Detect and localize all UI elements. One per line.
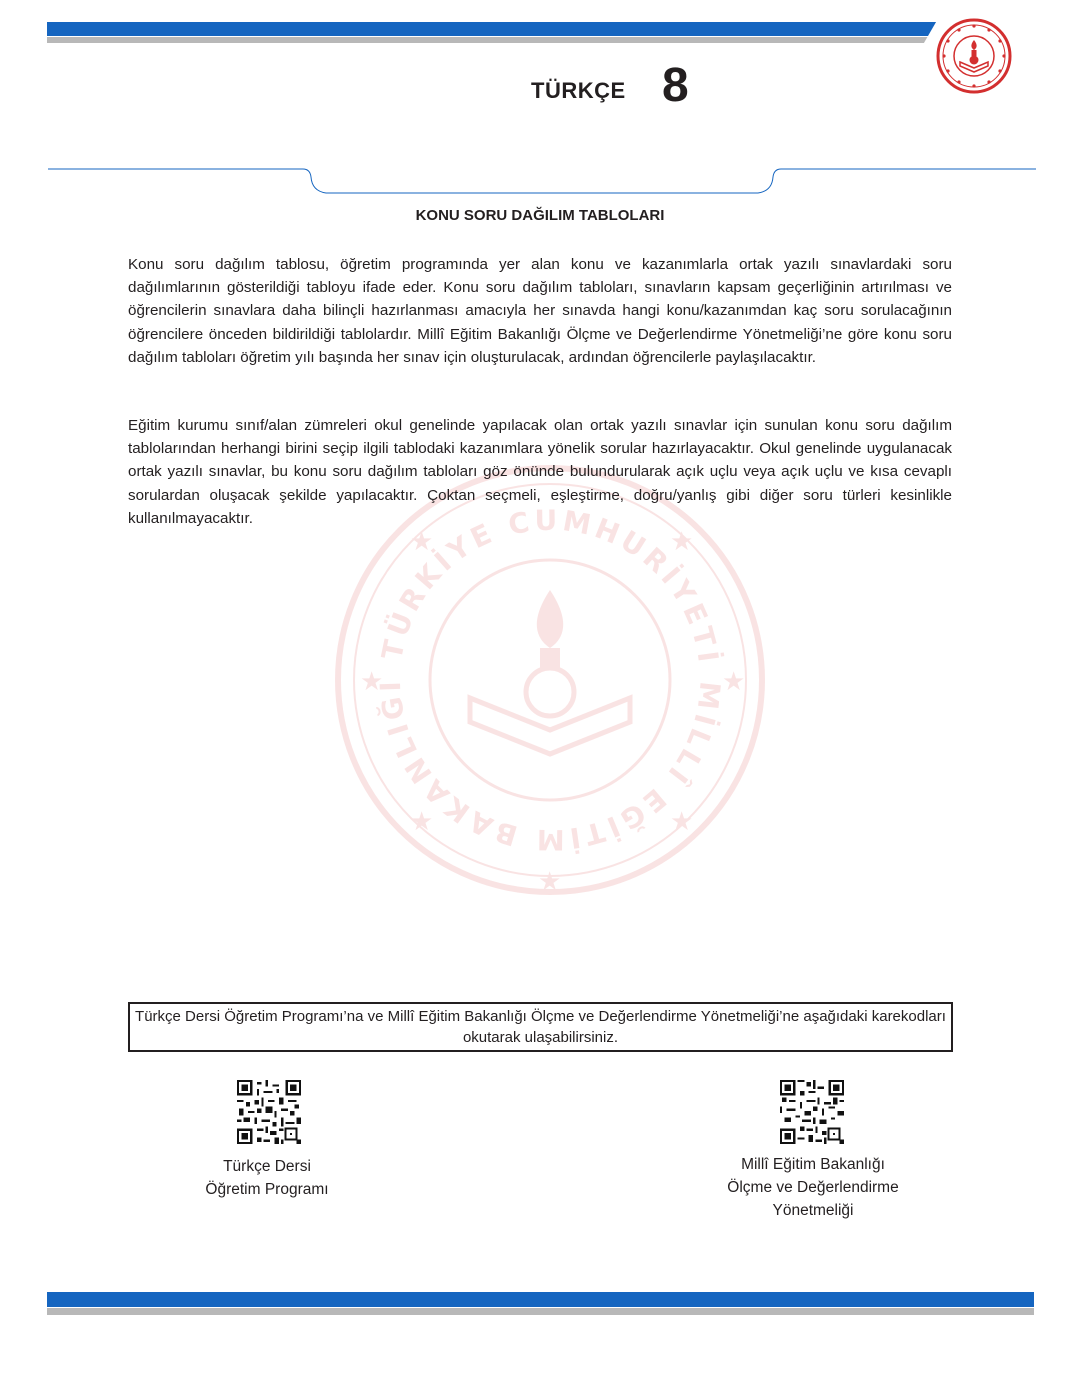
svg-text:★: ★ bbox=[670, 527, 694, 557]
caption-line: Türkçe Dersi bbox=[223, 1158, 311, 1175]
subject-title: TÜRKÇE bbox=[531, 78, 626, 103]
svg-text:★: ★ bbox=[670, 807, 694, 837]
svg-text:★: ★ bbox=[538, 867, 562, 897]
qr-note-box: Türkçe Dersi Öğretim Programı’na ve Millî Eğitim Bakanlığı Ölçme ve Değerlendirme Yönetmeliği’ne aşağıdaki karekodları okutarak ulaşabilirsiniz. bbox=[128, 1002, 953, 1052]
top-gray-bar bbox=[47, 37, 937, 43]
caption-line: Millî Eğitim Bakanlığı bbox=[741, 1156, 885, 1173]
svg-text:★: ★ bbox=[722, 667, 746, 697]
paragraph-intro: Konu soru dağılım tablosu, öğretim programında yer alan konu ve kazanımlarla ortak yazılı sınavlardaki soru dağılımlarının gösterildiği tabloyu ifade eder. Konu soru dağılım tabloları, sınavların kapsam geçerliğinin artırılması ve öğrencilerin sınavlara daha bilinçli hazırlanması amacıyla her sınavda hangi konu/kazanımdan kaç soru sorulacağının öğrencilere önceden bildirildiği tablolardır. Millî Eğitim Bakanlığı Ölçme ve Değerlendirme Yönetmeliği’ne göre konu soru dağılım tabloları öğretim yılı başında her sınav için oluşturulacak, ardından öğrencilerle paylaşılacaktır. bbox=[128, 256, 952, 366]
caption-line: Ölçme ve Değerlendirme bbox=[727, 1179, 899, 1196]
top-accent-bar bbox=[47, 22, 944, 36]
grade-number: 8 bbox=[662, 59, 689, 112]
qr-caption-regulation bbox=[683, 1153, 943, 1222]
bottom-accent-bar bbox=[47, 1292, 1034, 1307]
qr-code-icon[interactable] bbox=[237, 1080, 301, 1144]
meb-seal-icon bbox=[936, 18, 1012, 94]
qr-code-icon[interactable] bbox=[780, 1080, 844, 1144]
svg-text:★: ★ bbox=[360, 667, 384, 697]
bottom-gray-bar bbox=[47, 1308, 1034, 1315]
watermark-ring-text: TÜRKİYE CUMHURİYETİ MİLLÎ EĞİTİM BAKANLIĞI bbox=[373, 503, 727, 857]
header-divider bbox=[48, 165, 1036, 197]
caption-line: Öğretim Programı bbox=[205, 1181, 329, 1198]
svg-text:★: ★ bbox=[410, 807, 434, 837]
caption-line: Yönetmeliği bbox=[772, 1202, 854, 1219]
paragraph-details: Eğitim kurumu sınıf/alan zümreleri okul genelinde yapılacak olan ortak yazılı sınavlar için sunulan konu soru dağılım tablolarından herhangi birini seçip ilgili tablodaki kazanımlara yönelik sorular hazırlayacaktır. Okul genelinde uygulanacak ortak yazılı sınavlar, bu konu soru dağılım tabloları göz önünde bulundurularak açık uçlu veya açık uçlu ve kısa cevaplı sorulardan oluşacak şekilde yapılacaktır. Çoktan seçmeli, eşleştirme, doğru/yanlış gibi diğer soru türleri kesinlikle kullanılmayacaktır. bbox=[128, 417, 952, 527]
qr-caption-program bbox=[137, 1155, 397, 1201]
section-title: KONU SORU DAĞILIM TABLOLARI bbox=[415, 207, 665, 224]
svg-text:★: ★ bbox=[410, 527, 434, 557]
